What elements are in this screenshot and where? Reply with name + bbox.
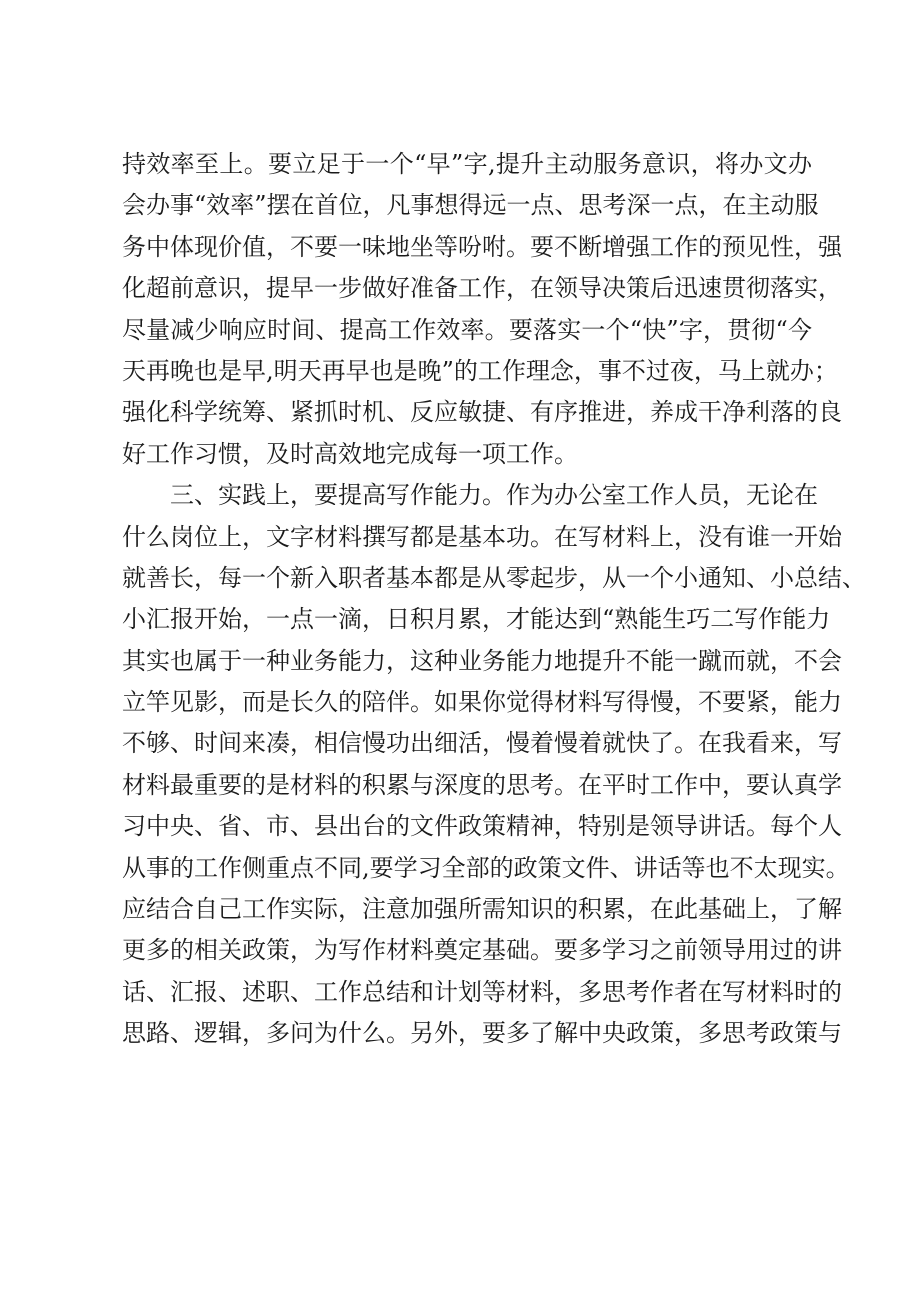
paragraph-line: 不够、时间来凑，相信慢功出细活，慢着慢着就快了。在我看来，写 [122, 729, 842, 758]
paragraph-line: 务中体现价值，不要一味地坐等吩咐。要不断增强工作的预见性，强 [122, 232, 842, 261]
paragraph-line: 强化科学统筹、紧抓时机、反应敏捷、有序推进，养成干净利落的良 [122, 398, 842, 427]
paragraph-line: 好工作习惯，及时高效地完成每一项工作。 [122, 439, 578, 468]
paragraph-line: 立竿见影，而是长久的陪伴。如果你觉得材料写得慢，不要紧，能力 [122, 688, 842, 717]
paragraph-line: 话、汇报、述职、工作总结和计划等材料，多思考作者在写材料时的 [122, 977, 842, 1006]
paragraph-line: 其实也属于一种业务能力，这种业务能力地提升不能一蹴而就，不会 [122, 646, 842, 675]
paragraph-line: 天再晚也是早,明天再早也是晚”的工作理念，事不过夜，马上就办； [122, 356, 838, 385]
paragraph-line: 什么岗位上，文字材料撰写都是基本功。在写材料上，没有谁一开始 [122, 522, 842, 551]
paragraph-line: 尽量减少响应时间、提高工作效率。要落实一个“快”字，贯彻“今 [122, 315, 812, 344]
paragraph-line: 从事的工作侧重点不同,要学习全部的政策文件、讲话等也不太现实。 [122, 853, 850, 882]
paragraph-line: 材料最重要的是材料的积累与深度的思考。在平时工作中，要认真学 [122, 770, 842, 799]
paragraph-efficiency [122, 144, 842, 475]
paragraph-line: 更多的相关政策，为写作材料奠定基础。要多学习之前领导用过的讲 [122, 936, 842, 965]
paragraph-line: 应结合自己工作实际，注意加强所需知识的积累，在此基础上，了解 [122, 895, 842, 924]
paragraph-line: 小汇报开始，一点一滴，日积月累，才能达到“熟能生巧二写作能力 [122, 605, 831, 634]
paragraph-writing-ability [122, 475, 866, 1054]
paragraph-line: 会办事“效率”摆在首位，凡事想得远一点、思考深一点，在主动服 [122, 191, 819, 220]
paragraph-line: 就善长，每一个新入职者基本都是从零起步，从一个小通知、小总结、 [122, 563, 866, 592]
paragraph-line: 思路、逻辑，多问为什么。另外，要多了解中央政策，多思考政策与 [122, 1019, 842, 1048]
paragraph-line: 习中央、省、市、县出台的文件政策精神，特别是领导讲话。每个人 [122, 812, 842, 841]
document-body [122, 144, 866, 1055]
paragraph-line: 持效率至上。要立足于一个“早”字,提升主动服务意识，将办文办 [122, 150, 812, 178]
paragraph-first-line: 三、实践上，要提高写作能力。作为办公室工作人员，无论在 [170, 481, 818, 510]
paragraph-line: 化超前意识，提早一步做好准备工作，在领导决策后迅速贯彻落实， [122, 274, 842, 303]
